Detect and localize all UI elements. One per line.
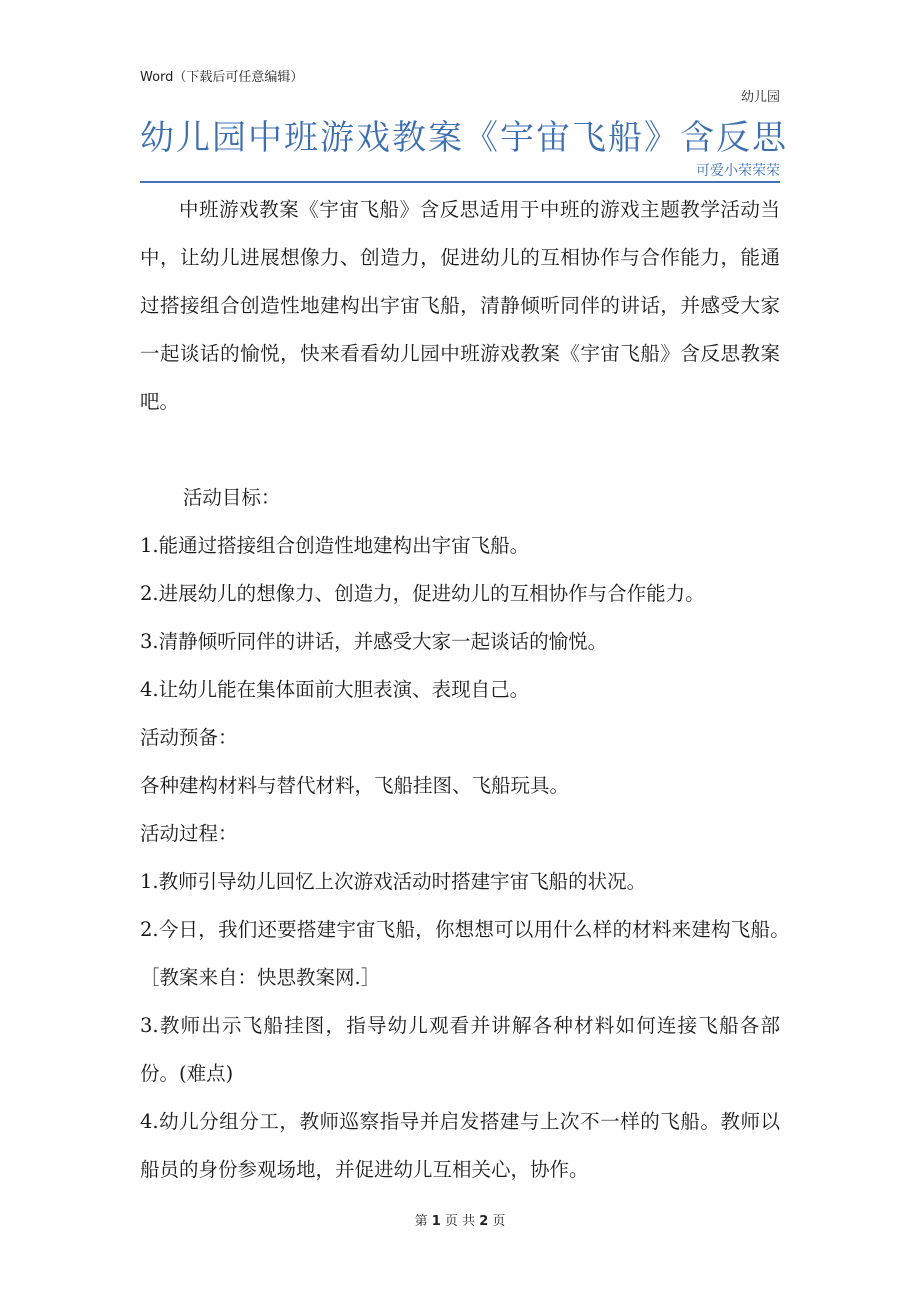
prep-text: 各种建构材料与替代材料，飞船挂图、飞船玩具。	[140, 774, 570, 797]
page-footer	[0, 1210, 920, 1229]
goal-item: 1.能通过搭接组合创造性地建构出宇宙飞船。	[140, 534, 530, 557]
total-pages-number: 2	[479, 1214, 489, 1229]
footer-middle: 页 共	[444, 1214, 476, 1229]
title-divider	[140, 181, 780, 183]
goal-item: 3.清静倾听同伴的讲话，并感受大家一起谈话的愉悦。	[140, 630, 608, 653]
process-step: 4.幼儿分组分工，教师巡察指导并启发搭建与上次不一样的飞船。教师以船员的身份参观场地，并促进幼儿互相关心，协作。	[140, 1110, 780, 1181]
process-heading: 活动过程：	[140, 822, 238, 845]
process-step: 1.教师引导幼儿回忆上次游戏活动时搭建宇宙飞船的状况。	[140, 870, 647, 893]
document-body	[140, 186, 800, 1194]
process-step: 2.今日，我们还要搭建宇宙飞船，你想想可以用什么样的材料来建构飞船。 ［教案来自：快思教案网.］	[140, 918, 800, 989]
goal-item: 4.让幼儿能在集体面前大胆表演、表现自己。	[140, 678, 530, 701]
prep-heading: 活动预备：	[140, 726, 238, 749]
process-step: 3.教师出示飞船挂图，指导幼儿观看并讲解各种材料如何连接飞船各部份。(难点)	[140, 1014, 780, 1085]
word-edit-note: Word（下载后可任意编辑）	[140, 70, 304, 85]
footer-suffix: 页	[492, 1214, 506, 1229]
document-title: 幼儿园中班游戏教案《宇宙飞船》含反思	[140, 118, 788, 158]
footer-prefix: 第	[414, 1214, 428, 1229]
category-label: 幼儿园	[740, 90, 780, 105]
paragraph-gap	[140, 426, 780, 474]
current-page-number: 1	[431, 1214, 441, 1229]
author-name: 可爱小荣荣荣	[696, 163, 780, 179]
intro-paragraph: 中班游戏教案《宇宙飞船》含反思适用于中班的游戏主题教学活动当中，让幼儿进展想像力、创造力，促进幼儿的互相协作与合作能力，能通过搭接组合创造性地建构出宇宙飞船，清静倾听同伴的讲话，并感受大家一起谈话的愉悦，快来看看幼儿园中班游戏教案《宇宙飞船》含反思教案吧。	[140, 198, 780, 413]
goal-item: 2.进展幼儿的想像力、创造力，促进幼儿的互相协作与合作能力。	[140, 582, 705, 605]
goals-heading: 活动目标：	[182, 486, 281, 509]
